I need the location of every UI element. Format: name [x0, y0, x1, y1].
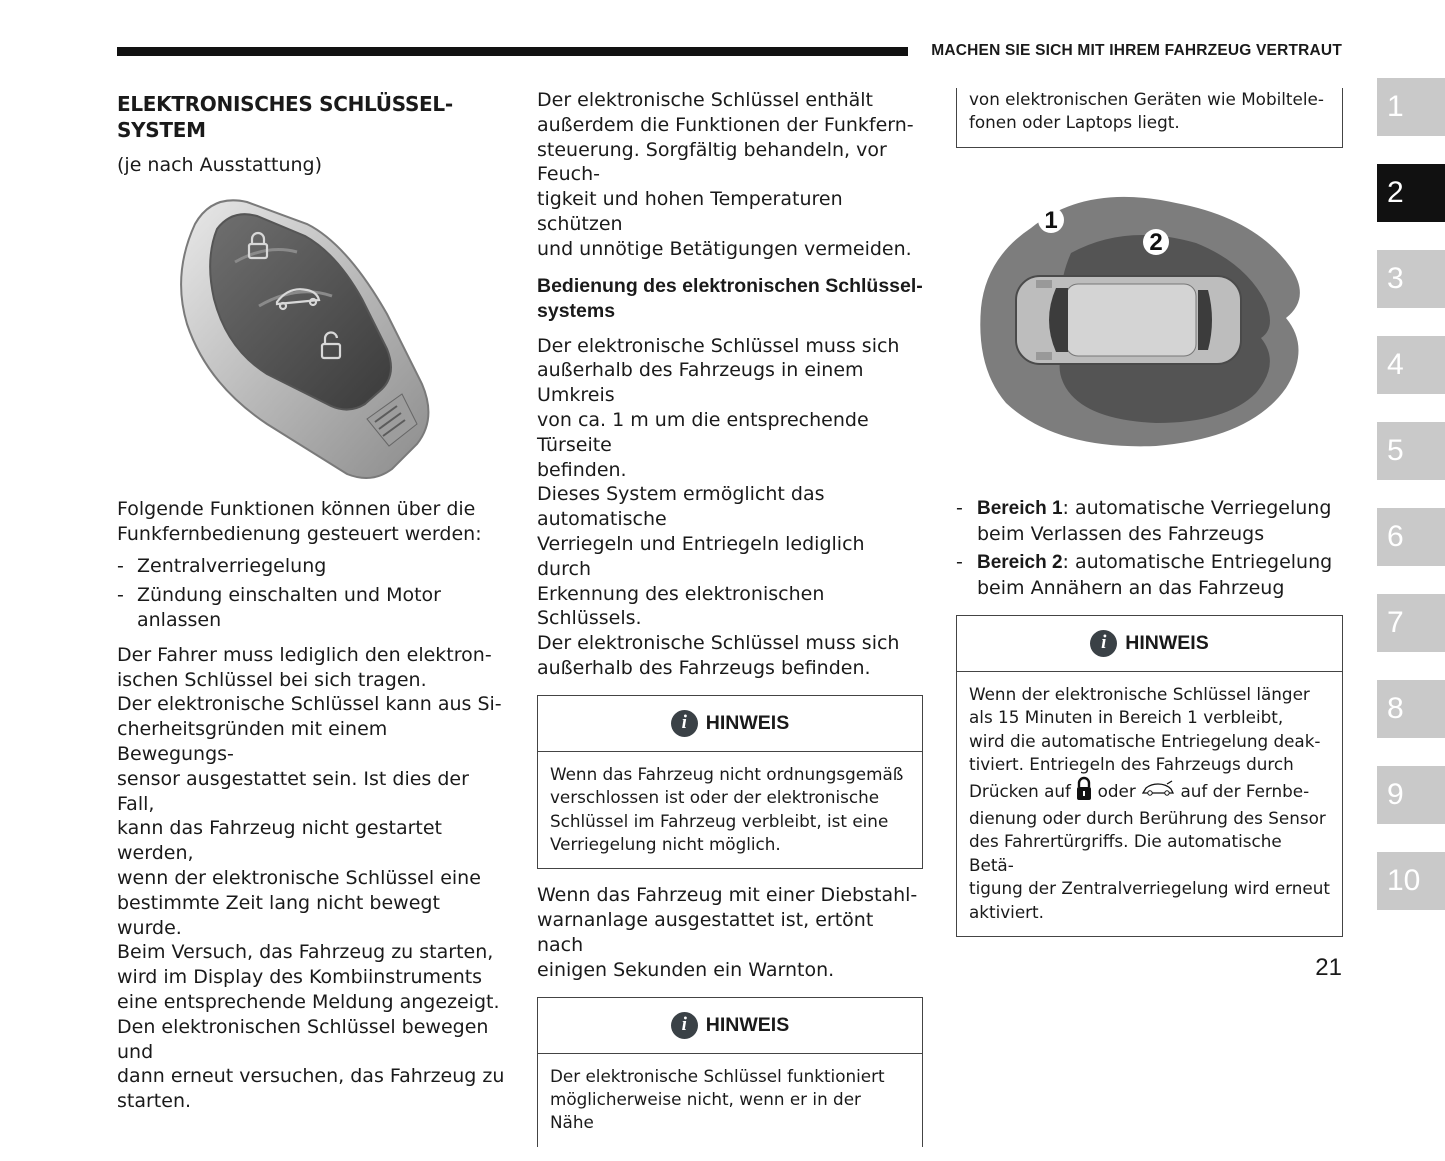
car-top-view [1016, 276, 1241, 364]
note-title: HINWEIS [1125, 632, 1209, 655]
chapter-tab-7[interactable]: 7 [1377, 594, 1445, 652]
car-trunk-icon [1141, 780, 1175, 803]
note-title: HINWEIS [705, 711, 790, 734]
zone-1-label: 1 [1044, 206, 1058, 234]
section-subtitle: (je nach Ausstattung) [117, 154, 323, 176]
chapter-tab-1[interactable]: 1 [1377, 78, 1445, 136]
chapter-tab-3[interactable]: 3 [1377, 250, 1445, 308]
chapter-tab-5[interactable]: 5 [1377, 422, 1445, 480]
note-header [957, 616, 1342, 672]
functions-intro: Folgende Funktionen können über die Funkfernbedienung gesteuert werden: [117, 497, 482, 545]
paragraph: Wenn das Fahrzeug mit einer Diebstahl- warnanlage ausgestattet ist, ertönt nach einigen Sekunden ein Warnton. [537, 884, 918, 981]
detection-zone-diagram [976, 188, 1314, 450]
zone-2-label: 2 [1149, 228, 1163, 256]
chapter-tab-4[interactable]: 4 [1377, 336, 1445, 394]
info-icon: i [671, 1012, 698, 1039]
body-text: Der Fahrer muss lediglich den elektron- ischen Schlüssel bei sich tragen. Der elektronische Schlüssel kann aus Si- cherheitsgründen mit einem Bewegungs- sensor ausgestattet sein. Ist dies der Fall, kann das Fahrzeug nicht gestartet werden, wenn der elektronische Schlüssel eine bestimmte Zeit lang nicht bewegt wurde. Beim Versuch, das Fahrzeug zu starten, wird im Display des Kombiinstruments eine entsprechende Meldung angezeigt. Den elektronischen Schlüssel bewegen und dann erneut versuchen, das Fahrzeug zu starten. [117, 643, 505, 1113]
list-item: - Zündung einschalten und Motor anlassen [117, 583, 507, 633]
section-title: ELEKTRONISCHES SCHLÜSSEL- SYSTEM [117, 92, 453, 142]
note-body: Der elektronische Schlüssel funktioniert möglicherweise nicht, wenn er in der Nähe [550, 1065, 885, 1133]
note-box [537, 695, 923, 870]
list-item [956, 550, 1343, 601]
paragraph: Der elektronische Schlüssel muss sich außerhalb des Fahrzeugs in einem Umkreis von ca. 1 m um die entsprechende Türseite befinden. Dieses System ermöglicht das automatische Verriegeln und Entriegeln lediglich durch Erkennung des elektronischen Schlüssels. Der elektronische Schlüssel muss sich außerhalb des Fahrzeugs befinden. [537, 334, 900, 679]
chapter-tab-8[interactable]: 8 [1377, 680, 1445, 738]
header-rule [117, 47, 908, 56]
chapter-tab-2[interactable]: 2 [1377, 164, 1445, 222]
chapter-tabs [1377, 78, 1445, 938]
functions-list [117, 554, 507, 632]
list-item [956, 496, 1343, 547]
note-header [538, 696, 922, 752]
zone-label: Bereich 1 [977, 497, 1063, 519]
note-text: dienung oder durch Berührung des Sensor des Fahrertürgriffs. Die automatische Betä- tigung der Zentralverriegelung wird erneut aktiviert. [969, 808, 1330, 922]
page-number: 21 [1315, 954, 1342, 981]
note-text: Wenn der elektronische Schlüssel länger als 15 Minuten in Bereich 1 verbleibt, wird die automatische Entriegelung deak- tiviert. Entriegeln des Fahrzeugs durch Drücken auf [969, 684, 1321, 801]
note-title: HINWEIS [705, 1013, 790, 1036]
note-text: auf der Fernbe- [1180, 780, 1310, 801]
note-header [538, 998, 922, 1054]
list-item: - Zentralverriegelung [117, 554, 507, 579]
zone-text: : automatische Verriegelung beim Verlassen des Fahrzeugs [977, 496, 1332, 545]
chapter-tab-6[interactable]: 6 [1377, 508, 1445, 566]
column-1 [117, 88, 507, 1114]
subheading: Bedienung des elektronischen Schlüssel- systems [537, 274, 923, 322]
lock-icon [1076, 777, 1092, 807]
zone-text: : automatische Entriegelung beim Annähern an das Fahrzeug [977, 551, 1333, 600]
note-text: oder [1097, 780, 1136, 801]
note-body [957, 672, 1342, 936]
note-continuation: von elektronischen Geräten wie Mobiltele- fonen oder Laptops liegt. [956, 88, 1343, 148]
zone-list [956, 496, 1343, 601]
note-box [956, 615, 1343, 937]
column-2 [537, 88, 923, 1161]
info-icon: i [1090, 630, 1117, 657]
zone-label: Bereich 2 [977, 552, 1063, 574]
chapter-title: MACHEN SIE SICH MIT IHREM FAHRZEUG VERTRAUT [931, 42, 1342, 59]
key-fob-image [117, 184, 507, 497]
column-3 [956, 88, 1343, 951]
note-body: Wenn das Fahrzeug nicht ordnungsgemäß verschlossen ist oder der elektronische Schlüssel im Fahrzeug verbleibt, ist eine Verriegelung nicht möglich. [550, 763, 904, 854]
chapter-tab-10[interactable]: 10 [1377, 852, 1445, 910]
paragraph: Der elektronische Schlüssel enthält außerdem die Funktionen der Funkfern- steuerung. Sorgfältig behandeln, vor Feuch- tigkeit und hohen Temperaturen schützen und unnötige Betätigungen vermeiden. [537, 89, 914, 260]
note-box [537, 997, 923, 1147]
info-icon: i [671, 710, 698, 737]
chapter-tab-9[interactable]: 9 [1377, 766, 1445, 824]
